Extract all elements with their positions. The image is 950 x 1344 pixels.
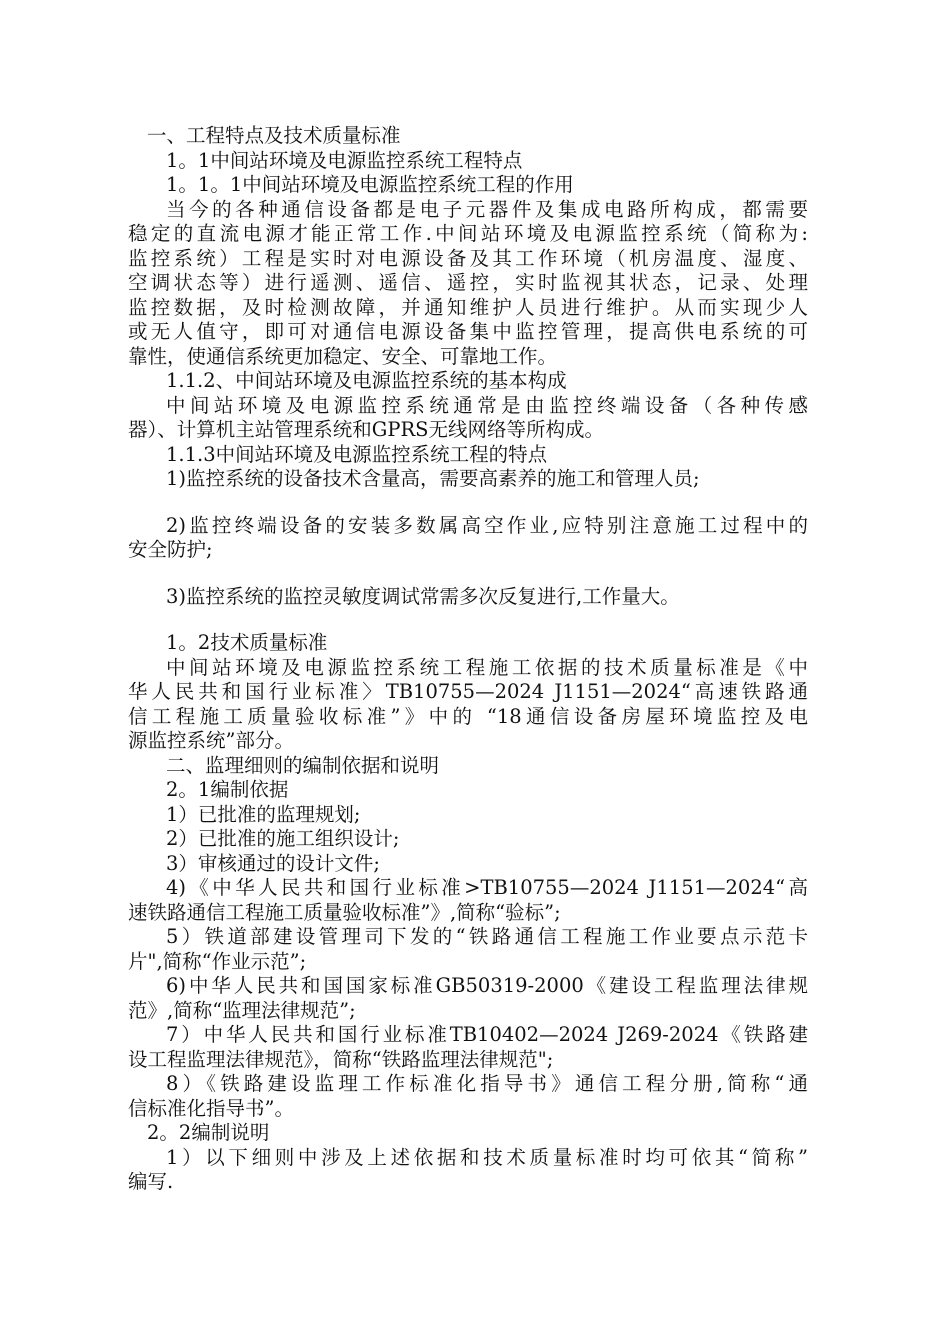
section-heading: 一、工程特点及技术质量标准 (147, 124, 401, 147)
paragraph-line: 源监控系统”部分。 (128, 729, 294, 752)
subsection-heading: 1。1。1中间站环境及电源监控系统工程的作用 (166, 173, 574, 196)
document-body (128, 124, 808, 1195)
list-item: 信标准化指导书”。 (128, 1096, 294, 1120)
paragraph-line: 稳定的直流电源才能正常工作.中间站环境及电源监控系统（简称为: (128, 222, 808, 245)
list-item: 4)《中华人民共和国行业标准>TB10755—2024 J1151—2024“高 (166, 876, 808, 899)
paragraph-line: 监控数据，及时检测故障，并通知维护人员进行维护。从而实现少人 (128, 295, 808, 319)
list-item: 2)监控终端设备的安装多数属高空作业,应特别注意施工过程中的 (166, 513, 808, 537)
subsection-heading: 1.1.2、中间站环境及电源监控系统的基本构成 (166, 369, 567, 392)
list-item: 范》,简称“监理法律规范”; (128, 998, 356, 1022)
list-item: 设工程监理法律规范》，简称“铁路监理法律规范"; (128, 1047, 554, 1071)
subsection-heading: 2。1编制依据 (166, 778, 289, 801)
subsection-heading: 1。2技术质量标准 (166, 631, 328, 654)
list-item: 7）中华人民共和国行业标准TB10402—2024 J269-2024《铁路建 (166, 1023, 808, 1046)
paragraph-line: 信工程施工质量验收标准”》中的 “18通信设备房屋环境监控及电 (128, 704, 808, 728)
list-item: 片",简称“作业示范”; (128, 949, 307, 973)
list-item: 3)监控系统的监控灵敏度调试常需多次反复进行,工作量大。 (166, 584, 680, 608)
list-item: 1）已批准的监理规划; (166, 802, 361, 826)
subsection-heading: 1。1中间站环境及电源监控系统工程特点 (166, 148, 523, 172)
list-item: 1）以下细则中涉及上述依据和技术质量标准时均可依其“简称” (166, 1145, 808, 1169)
paragraph-line: 空调状态等）进行遥测、遥信、遥控，实时监视其状态，记录、处理 (128, 271, 808, 294)
list-item: 编写. (128, 1170, 174, 1193)
list-item: 3）审核通过的设计文件; (166, 851, 380, 875)
paragraph-line: 中间站环境及电源监控系统工程施工依据的技术质量标准是《中 (166, 655, 808, 679)
list-item: 6)中华人民共和国国家标准GB50319-2000《建设工程监理法律规 (166, 974, 808, 997)
list-item: 安全防护; (128, 538, 213, 561)
paragraph-line: 靠性，使通信系统更加稳定、安全、可靠地工作。 (128, 344, 558, 368)
paragraph-line: 或无人值守，即可对通信电源设备集中监控管理，提高供电系统的可 (128, 320, 808, 343)
list-item: 2）已批准的施工组织设计; (166, 827, 400, 850)
section-heading: 二、监理细则的编制依据和说明 (166, 753, 440, 777)
paragraph-line: 当今的各种通信设备都是电子元器件及集成电路所构成，都需要 (166, 197, 808, 221)
paragraph-line: 华人民共和国行业标准〉TB10755—2024 J1151—2024“高速铁路通 (128, 680, 808, 703)
list-item: 1)监控系统的设备技术含量高，需要高素养的施工和管理人员; (166, 467, 700, 490)
subsection-heading: 2。2编制说明 (147, 1121, 270, 1144)
list-item: 速铁路通信工程施工质量验收标准”》,简称“验标”; (128, 900, 561, 924)
paragraph-line: 中间站环境及电源监控系统通常是由监控终端设备（各种传感 (166, 393, 808, 417)
subsection-heading: 1.1.3中间站环境及电源监控系统工程的特点 (166, 442, 548, 466)
list-item: 8）《铁路建设监理工作标准化指导书》通信工程分册,简称“通 (166, 1072, 808, 1095)
list-item: 5）铁道部建设管理司下发的“铁路通信工程施工作业要点示范卡 (166, 925, 808, 948)
paragraph-line: 监控系统）工程是实时对电源设备及其工作环境（机房温度、湿度、 (128, 246, 808, 270)
paragraph-line: 器）、计算机主站管理系统和GPRS无线网络等所构成。 (128, 418, 604, 441)
